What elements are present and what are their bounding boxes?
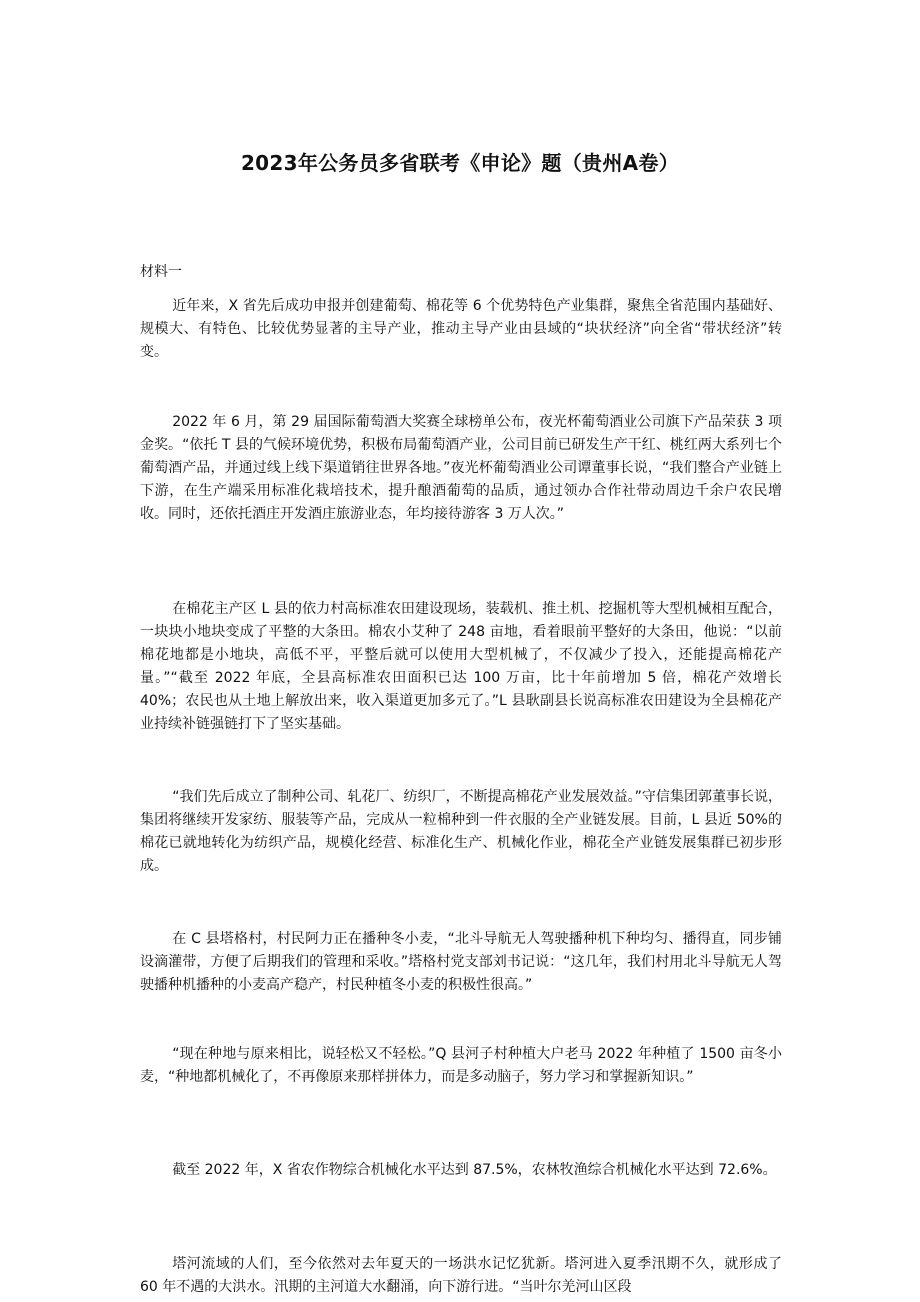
paragraph: 截至 2022 年，X 省农作物综合机械化水平达到 87.5%，农林牧渔综合机械化水平达到 72.6%。 xyxy=(172,1162,777,1178)
paragraph: “我们先后成立了制种公司、轧花厂、纺织厂，不断提高棉花产业发展效益。”守信集团郭董事长说，集团将继续开发家纺、服装等产品，完成从一粒棉种到一件衣服的全产业链发展。目前，L 县近 50%的棉花已就地转化为纺织产品，规模化经营、标准化生产、机械化作业，棉花全产业链发展集群已初步形成。 xyxy=(140,789,782,874)
paragraph: 近年来，X 省先后成功申报并创建葡萄、棉花等 6 个优势特色产业集群，聚焦全省范围内基础好、规模大、有特色、比较优势显著的主导产业，推动主导产业由县域的“块状经济”向全省“带状经济”转变。 xyxy=(140,298,782,360)
paragraph: 在 C 县塔格村，村民阿力正在播种冬小麦，“北斗导航无人驾驶播种机下种均匀、播得直，同步铺设滴灌带，方便了后期我们的管理和采收。”塔格村党支部刘书记说：“这几年，我们村用北斗导航无人驾驶播种机播种的小麦高产稳产，村民种植冬小麦的积极性很高。” xyxy=(140,931,782,993)
paragraph: 2022 年 6 月，第 29 届国际葡萄酒大奖赛全球榜单公布，夜光杯葡萄酒业公司旗下产品荣获 3 项金奖。“依托 T 县的气候环境优势，积极布局葡萄酒产业，公司目前已研发生产干红、桃红两大系列七个葡萄酒产品，并通过线上线下渠道销往世界各地。”夜光杯葡萄酒业公司谭董事长说，“我们整合产业链上下游，在生产端采用标准化栽培技术，提升酿酒葡萄的品质，通过领办合作社带动周边千余户农民增收。同时，还依托酒庄开发酒庄旅游业态，年均接待游客 3 万人次。” xyxy=(140,414,782,522)
document-title: 2023年公务员多省联考《申论》题（贵州A卷） xyxy=(240,151,680,175)
paragraph: 在棉花主产区 L 县的依力村高标准农田建设现场，装载机、推土机、挖掘机等大型机械相互配合，一块块小地块变成了平整的大条田。棉农小艾种了 248 亩地，看着眼前平整好的大条田，他说：“以前棉花地都是小地块，高低不平，平整后就可以使用大型机械了，不仅减少了投入，还能提高棉花产量。”“截至 2022 年底，全县高标准农田面积已达 100 万亩，比十年前增加 5 倍，棉花产效增长 40%；农民也从土地上解放出来，收入渠道更加多元了。”L 县耿副县长说高标准农田建设为全县棉花产业持续补链强链打下了坚实基础。 xyxy=(140,601,782,732)
paragraph: 塔河流域的人们，至今依然对去年夏天的一场洪水记忆犹新。塔河进入夏季汛期不久，就形成了 60 年不遇的大洪水。汛期的主河道大水翻涌，向下游行进。“当叶尔羌河山区段 xyxy=(140,1256,782,1295)
section-label: 材料一 xyxy=(140,264,182,280)
paragraph: “现在种地与原来相比，说轻松又不轻松。”Q 县河子村种植大户老马 2022 年种植了 1500 亩冬小麦，“种地都机械化了，不再像原来那样拼体力，而是多动脑子，努力学习和掌握新知识。” xyxy=(140,1046,782,1085)
